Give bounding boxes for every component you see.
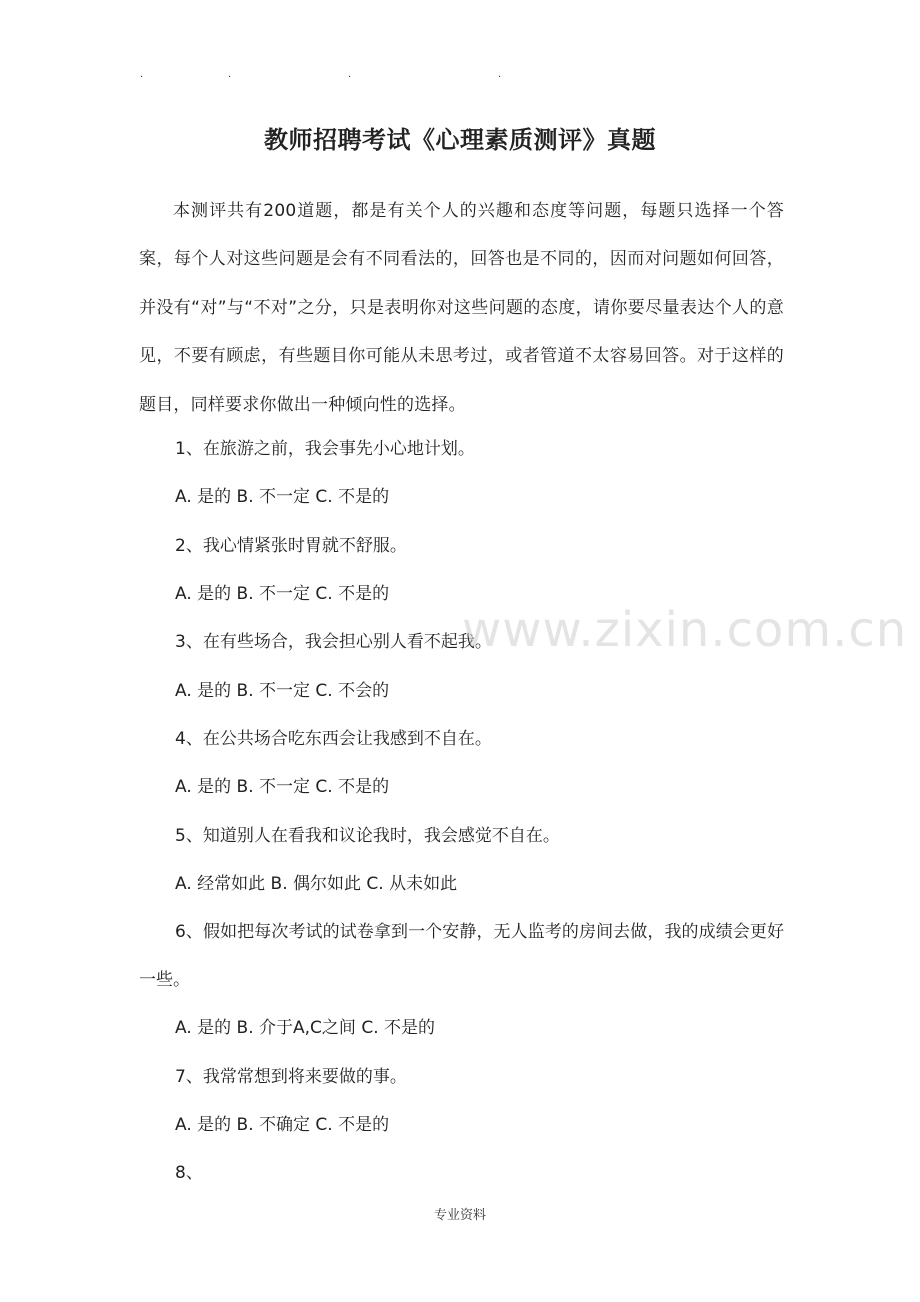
- header-dots: [0, 68, 920, 82]
- footer-text: 专业资料: [433, 1208, 486, 1223]
- question-8: 8、: [175, 1163, 203, 1183]
- question-2-options: A. 是的 B. 不一定 C. 不是的: [175, 584, 390, 604]
- question-3: 3、在有些场合，我会担心别人看不起我。: [175, 632, 492, 652]
- question-7-options: A. 是的 B. 不确定 C. 不是的: [175, 1115, 390, 1135]
- question-5-options: A. 经常如此 B. 偶尔如此 C. 从未如此: [175, 874, 458, 894]
- question-6-options: A. 是的 B. 介于A,C之间 C. 不是的: [175, 1018, 435, 1038]
- header-dot: .: [140, 69, 144, 80]
- question-2: 2、我心情紧张时胃就不舒服。: [175, 536, 407, 556]
- question-5: 5、知道别人在看我和议论我时，我会感觉不自在。: [175, 826, 560, 846]
- watermark: www.zixin.com.cn: [462, 602, 908, 658]
- question-4: 4、在公共场合吃东西会让我感到不自在。: [175, 729, 492, 749]
- question-6: 6、假如把每次考试的试卷拿到一个安静，无人监考的房间去做，我的成绩会更好一些。: [139, 922, 784, 991]
- question-3-options: A. 是的 B. 不一定 C. 不会的: [175, 681, 390, 701]
- document-title: 教师招聘考试《心理素质测评》真题: [264, 126, 656, 154]
- question-7: 7、我常常想到将来要做的事。: [175, 1067, 407, 1087]
- question-1: 1、在旅游之前，我会事先小心地计划。: [175, 439, 475, 459]
- question-4-options: A. 是的 B. 不一定 C. 不是的: [175, 777, 390, 797]
- header-dot: .: [348, 69, 352, 80]
- header-dot: .: [498, 69, 502, 80]
- question-1-options: A. 是的 B. 不一定 C. 不是的: [175, 487, 390, 507]
- intro-paragraph: 本测评共有200道题，都是有关个人的兴趣和态度等问题，每题只选择一个答案，每个人对这些问题是会有不同看法的，回答也是不同的，因而对问题如何回答，并没有“对”与“不对”之分，只是表明你对这些问题的态度，请你要尽量表达个人的意见，不要有顾虑，有些题目你可能从未思考过，或者管道不太容易回答。对于这样的题目，同样要求你做出一种倾向性的选择。: [139, 201, 784, 415]
- header-dot: .: [228, 69, 232, 80]
